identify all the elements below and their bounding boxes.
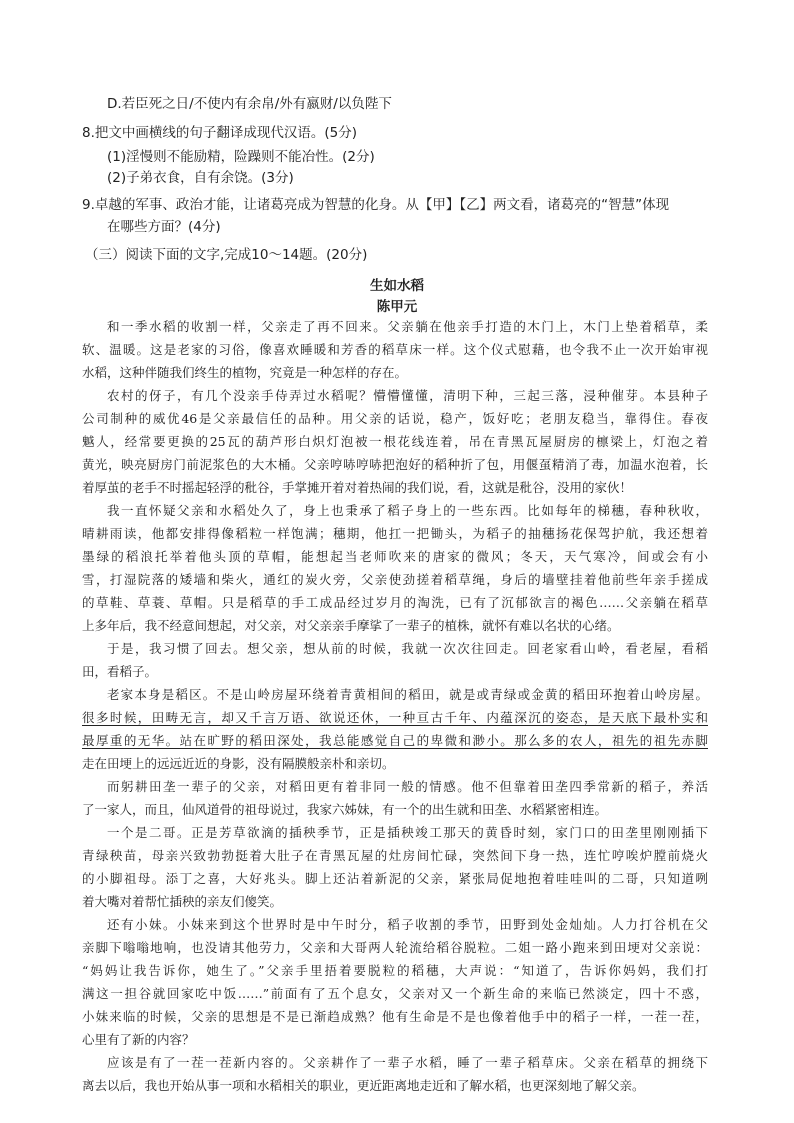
article-line: 的草鞋、草蓑、草帽。只是稻草的手工成品经过岁月的淘洗，已有了沉郁欲言的褐色……父亲躺在稻草 (82, 595, 708, 610)
article-line: 一个是二哥。正是芳草欲滴的插秧季节，正是插秧竣工那天的黄昏时刻，家门口的田垄里刚刚插下 (107, 825, 708, 840)
question-8-item-1: (1)淫慢则不能励精，险躁则不能冶性。(2分) (107, 149, 375, 165)
underlined-sentence-line (82, 732, 708, 750)
article-line: 黄光，映亮厨房门前泥浆色的大木桶。父亲哼哧哼哧把泡好的稻种折了包，用偃虿精消了毒，加温水泡着，长 (82, 457, 708, 472)
question-9-line-2: 在哪些方面？(4分) (107, 219, 221, 235)
underlined-sentence-segment: 最厚重的无华。站在旷野的稻田深处，我总能感觉自己的卑微和渺小。那么多的农人，祖先的祖先赤脚 (82, 733, 708, 748)
article-line: 着厚茧的老手不时摇起轻浮的秕谷，手掌摊开着对着热闹的我们说，看，这就是秕谷，没用的家伙！ (82, 480, 633, 495)
article-line: 而躬耕田垄一辈子的父亲，对稻田更有着非同一般的情感。他不但靠着田垄四季常新的稻子，养活 (107, 779, 708, 794)
question-9-line-1: 9.卓越的军事、政治才能，让诸葛亮成为智慧的化身。从【甲】【乙】两文看，诸葛亮的“智慧”体现 (82, 197, 670, 213)
article-line: 水稻，这种伴随我们终生的植物，究竟是一种怎样的存在。 (82, 365, 408, 380)
article-line: 小妹来临的时候，父亲的思想是不是已渐趋成熟？他有生命是不是也像着他手中的稻子一样，一茬一茬， (82, 1009, 708, 1024)
article-line: 软、温暖。这是老家的习俗，像喜欢睡暖和芳香的稻草床一样。这个仪式慰藉，也令我不止一次开始审视 (82, 342, 708, 357)
article-line: 的小脚祖母。添丁之喜，大好兆头。脚上还沾着新泥的父亲，紧张局促地抱着哇哇叫的二哥，只知道咧 (82, 871, 708, 886)
article-line: 晴耕雨读，他都安排得像稻粒一样饱满；穗期，他扛一把锄头，为稻子的抽穗扬花保驾护航，我还想着 (82, 526, 708, 541)
article-line: 满这一担谷就回家吃中饭……”前面有了五个息女，父亲对又一个新生命的来临已然淡定，四十不惑， (82, 986, 708, 1001)
article-line: 走在田埂上的远远近近的身影，没有隔膜般亲朴和亲切。 (82, 756, 395, 771)
article-line: 墨绿的稻浪托举着他头顶的草帽，能想起当老师吹来的唐家的微风；冬天，天气寒冷，间或会有小 (82, 549, 708, 564)
article-line: 心里有了新的内容？ (82, 1032, 195, 1047)
article-author: 陈甲元 (376, 299, 418, 315)
article-line: 了一家人，而且，仙风道骨的祖母说过，我家六姊妹，有一个的出生就和田垄、水稻紧密相连。 (82, 802, 608, 817)
article-line: 应该是有了一茬一茬新内容的。父亲耕作了一辈子水稻，睡了一辈子稻草床。父亲在稻草的拥绕下 (107, 1055, 708, 1070)
section-3-heading: （三）阅读下面的文字,完成10～14题。(20分) (85, 247, 368, 263)
article-line: 青绿秧苗，母亲兴致勃勃挺着大肚子在青黑瓦屋的灶房间忙碌，突然间下身一热，连忙哼唉炉膛前烧火 (82, 848, 708, 863)
question-8: 8.把文中画横线的句子翻译成现代汉语。(5分) (82, 125, 358, 141)
article-line: 魆人，经常要更换的25瓦的葫芦形白炽灯泡被一根花线连着，吊在青黑瓦屋厨房的檩梁上，灯泡之着 (82, 434, 708, 449)
article-line: 公司制种的威优46是父亲最信任的品种。用父亲的话说，稳产，饭好吃；老朋友稳当，靠得住。春夜 (82, 411, 708, 426)
article-line: 还有小妹。小妹来到这个世界时是中午时分，稻子收割的季节，田野到处金灿灿。人力打谷机在父 (107, 917, 708, 932)
article-line: 我一直怀疑父亲和水稻处久了，身上也秉承了稻子身上的一些东西。比如每年的梯穗，春种秋收， (107, 503, 708, 518)
article-line: 于是，我习惯了回去。想父亲，想从前的时候，我就一次次往回走。回老家看山岭，看老屋，看稻 (107, 641, 708, 656)
article-line: 田，看稻子。 (82, 664, 158, 679)
underlined-sentence-line: 很多时候，田畴无言，却又千言万语、欲说还休，一种亘古千年、内蕴深沉的姿态，是天底下最朴实和 (82, 710, 708, 725)
article-line: 农村的伢子，有几个没亲手侍弄过水稻呢？懵懵懂懂，清明下种，三起三落，浸种催芽。本县种子 (107, 388, 708, 403)
question-7-option-d: D.若臣死之日/不使内有余帛/外有嬴财/以负陛下 (107, 96, 392, 112)
article-line: 老家本身是稻区。不是山岭房屋环绕着青黄相间的稻田，就是或青绿或金黄的稻田环抱着山岭房屋。 (107, 687, 708, 702)
article-line: 上多年后，我不经意间想起，对父亲，对父亲亲手摩挲了一辈子的植株，就怀有难以名状的心绪。 (82, 618, 620, 633)
article-title: 生如水稻 (370, 278, 424, 294)
question-8-item-2: (2)子弟衣食，自有余饶。(3分) (107, 170, 294, 186)
article-line: “妈妈让我告诉你，她生了。”父亲手里捂着要脱粒的稻穗，大声说：“知道了，告诉你妈妈，我们打 (82, 963, 708, 978)
article-line: 着大嘴对着帮忙插秧的亲友们傻笑。 (82, 894, 283, 909)
article-line: 亲脚下嗡嗡地响，也没请其他劳力，父亲和大哥两人轮流给稻谷脱粒。二姐一路小跑来到田埂对父亲说： (82, 940, 708, 955)
article-line: 和一季水稻的收割一样，父亲走了再不回来。父亲躺在他亲手打造的木门上，木门上垫着稻草，柔 (107, 319, 708, 334)
article-line: 离去以后，我也开始从事一项和水稻相关的职业，更近距离地走近和了解水稻，也更深刻地了解父亲。 (82, 1078, 645, 1093)
article-line: 雪，打湿院落的矮墙和柴火，通红的炭火旁，父亲使劲搓着稻草绳，身后的墙壁挂着他前些年亲手搓成 (82, 572, 708, 587)
